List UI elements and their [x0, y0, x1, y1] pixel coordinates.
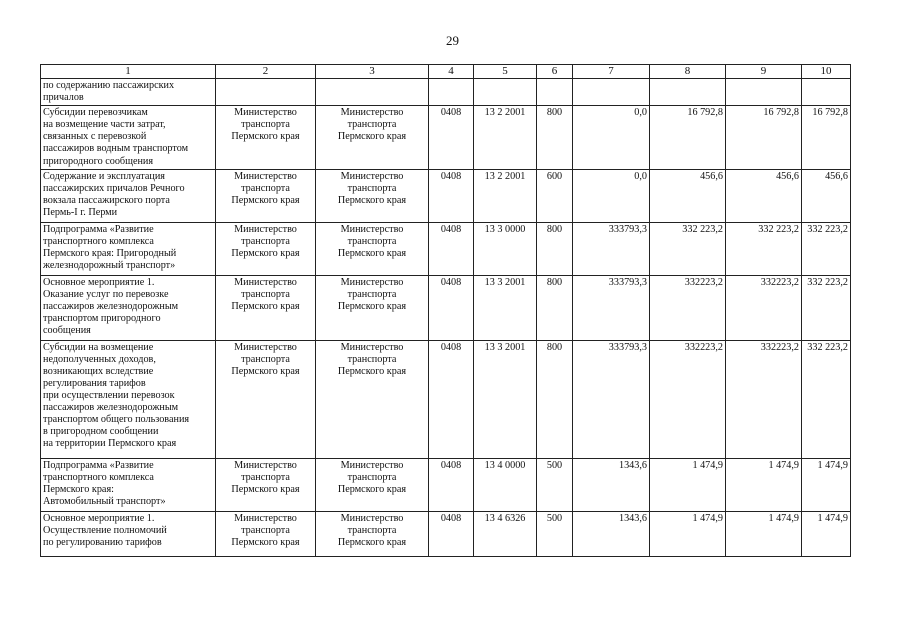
expense-type-cell: 800 — [537, 275, 573, 340]
value-cell — [650, 79, 726, 106]
executor-cell: Министерство транспорта Пермского края — [316, 458, 429, 511]
value-cell: 333793,3 — [573, 275, 650, 340]
value-cell: 332 223,2 — [802, 340, 851, 458]
table-header-row — [41, 65, 851, 79]
target-article-cell: 13 3 0000 — [474, 222, 537, 275]
value-cell: 0,0 — [573, 106, 650, 169]
value-cell: 1 474,9 — [726, 458, 802, 511]
expense-type-cell: 500 — [537, 511, 573, 556]
value-cell: 16 792,8 — [650, 106, 726, 169]
executor-cell: Министерство транспорта Пермского края — [316, 106, 429, 169]
column-header: 8 — [650, 65, 726, 79]
executor-cell: Министерство транспорта Пермского края — [316, 169, 429, 222]
value-cell: 456,6 — [802, 169, 851, 222]
column-header: 6 — [537, 65, 573, 79]
value-cell: 1 474,9 — [802, 511, 851, 556]
section-code-cell: 0408 — [429, 511, 474, 556]
item-name-cell: Субсидии перевозчикам на возмещение части затрат, связанных с перевозкой пассажиров водным транспортом пригородного сообщения — [41, 106, 216, 169]
table-row — [41, 79, 851, 106]
item-name-cell: Подпрограмма «Развитие транспортного комплекса Пермского края: Пригородный железнодорожный транспорт» — [41, 222, 216, 275]
value-cell: 1 474,9 — [650, 458, 726, 511]
column-header: 1 — [41, 65, 216, 79]
administrator-cell: Министерство транспорта Пермского края — [216, 340, 316, 458]
administrator-cell: Министерство транспорта Пермского края — [216, 169, 316, 222]
value-cell: 1 474,9 — [802, 458, 851, 511]
target-article-cell: 13 3 2001 — [474, 340, 537, 458]
column-header: 4 — [429, 65, 474, 79]
column-header: 5 — [474, 65, 537, 79]
item-name-cell: по содержанию пассажирских причалов — [41, 79, 216, 106]
executor-cell: Министерство транспорта Пермского края — [316, 340, 429, 458]
expense-type-cell: 800 — [537, 106, 573, 169]
expense-type-cell: 800 — [537, 340, 573, 458]
administrator-cell: Министерство транспорта Пермского края — [216, 511, 316, 556]
value-cell: 332 223,2 — [802, 222, 851, 275]
administrator-cell: Министерство транспорта Пермского края — [216, 106, 316, 169]
table-row — [41, 222, 851, 275]
value-cell: 333793,3 — [573, 222, 650, 275]
value-cell: 332223,2 — [726, 275, 802, 340]
section-code-cell: 0408 — [429, 222, 474, 275]
value-cell: 1 474,9 — [726, 511, 802, 556]
target-article-cell: 13 2 2001 — [474, 169, 537, 222]
target-article-cell — [474, 79, 537, 106]
value-cell: 16 792,8 — [802, 106, 851, 169]
section-code-cell: 0408 — [429, 458, 474, 511]
executor-cell: Министерство транспорта Пермского края — [316, 275, 429, 340]
value-cell: 332 223,2 — [650, 222, 726, 275]
budget-table — [40, 64, 851, 557]
section-code-cell: 0408 — [429, 169, 474, 222]
expense-type-cell: 500 — [537, 458, 573, 511]
table-body — [41, 79, 851, 557]
expense-type-cell: 800 — [537, 222, 573, 275]
item-name-cell: Субсидии на возмещение недополученных доходов, возникающих вследствие регулирования тарифов при осуществлении перевозок пассажиров железнодорожным транспортом общего пользования в пригородном сообщении на территории Пермского края — [41, 340, 216, 458]
administrator-cell — [216, 79, 316, 106]
expense-type-cell: 600 — [537, 169, 573, 222]
administrator-cell: Министерство транспорта Пермского края — [216, 275, 316, 340]
administrator-cell: Министерство транспорта Пермского края — [216, 458, 316, 511]
item-name-cell: Подпрограмма «Развитие транспортного комплекса Пермского края: Автомобильный транспорт» — [41, 458, 216, 511]
value-cell: 456,6 — [650, 169, 726, 222]
target-article-cell: 13 4 0000 — [474, 458, 537, 511]
item-name-cell: Основное мероприятие 1. Осуществление полномочий по регулированию тарифов — [41, 511, 216, 556]
value-cell: 1 474,9 — [650, 511, 726, 556]
value-cell: 332223,2 — [650, 275, 726, 340]
table-row — [41, 275, 851, 340]
table-row — [41, 106, 851, 169]
section-code-cell: 0408 — [429, 275, 474, 340]
table-row — [41, 169, 851, 222]
page-number: 29 — [446, 33, 459, 48]
table-row — [41, 340, 851, 458]
table-row — [41, 458, 851, 511]
column-header: 3 — [316, 65, 429, 79]
value-cell: 1343,6 — [573, 511, 650, 556]
table-row — [41, 511, 851, 556]
expense-type-cell — [537, 79, 573, 106]
value-cell: 332223,2 — [726, 340, 802, 458]
column-header: 10 — [802, 65, 851, 79]
executor-cell: Министерство транспорта Пермского края — [316, 511, 429, 556]
value-cell — [573, 79, 650, 106]
executor-cell — [316, 79, 429, 106]
value-cell: 456,6 — [726, 169, 802, 222]
section-code-cell: 0408 — [429, 106, 474, 169]
section-code-cell — [429, 79, 474, 106]
executor-cell: Министерство транспорта Пермского края — [316, 222, 429, 275]
value-cell: 332 223,2 — [726, 222, 802, 275]
value-cell — [726, 79, 802, 106]
target-article-cell: 13 2 2001 — [474, 106, 537, 169]
value-cell — [802, 79, 851, 106]
value-cell: 332 223,2 — [802, 275, 851, 340]
value-cell: 0,0 — [573, 169, 650, 222]
column-header: 9 — [726, 65, 802, 79]
value-cell: 333793,3 — [573, 340, 650, 458]
column-header: 2 — [216, 65, 316, 79]
item-name-cell: Основное мероприятие 1. Оказание услуг по перевозке пассажиров железнодорожным транспортом пригородного сообщения — [41, 275, 216, 340]
section-code-cell: 0408 — [429, 340, 474, 458]
value-cell: 332223,2 — [650, 340, 726, 458]
value-cell: 1343,6 — [573, 458, 650, 511]
column-header: 7 — [573, 65, 650, 79]
administrator-cell: Министерство транспорта Пермского края — [216, 222, 316, 275]
target-article-cell: 13 3 2001 — [474, 275, 537, 340]
value-cell: 16 792,8 — [726, 106, 802, 169]
item-name-cell: Содержание и эксплуатация пассажирских причалов Речного вокзала пассажирского порта Пермь-I г. Перми — [41, 169, 216, 222]
target-article-cell: 13 4 6326 — [474, 511, 537, 556]
